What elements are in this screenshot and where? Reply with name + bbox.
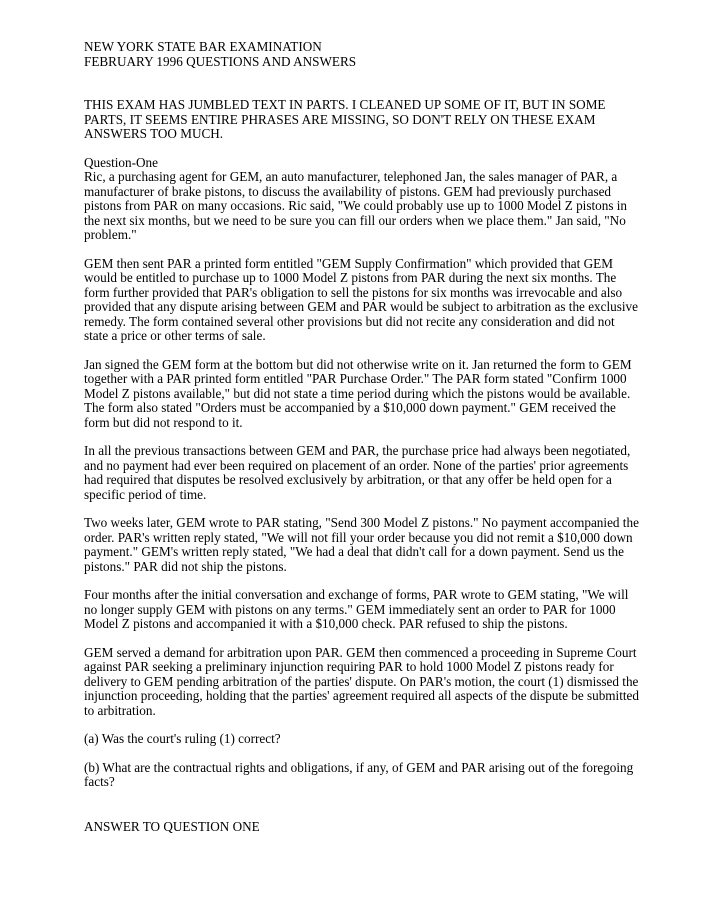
header-title: NEW YORK STATE BAR EXAMINATION <box>84 39 322 54</box>
question-part-a: (a) Was the court's ruling (1) correct? <box>84 731 281 746</box>
question-paragraph: Two weeks later, GEM wrote to PAR stating, "Send 300 Model Z pistons." No payment accompanied the order. PAR's written reply stated, "We will not fill your order because you did not remit a $10,000 down payment." GEM's written reply stated, "We had a deal that didn't call for a down payment. Send us the pistons." PAR did not ship the pistons. <box>84 515 639 574</box>
header-subtitle: FEBRUARY 1996 QUESTIONS AND ANSWERS <box>84 53 357 69</box>
question-paragraph: GEM served a demand for arbitration upon PAR. GEM then commenced a proceeding in Supreme Court against PAR seeking a preliminary injunction requiring PAR to hold 1000 Model Z pistons ready for delivery to GEM pending arbitration of the parties' dispute. On PAR's motion, the court (1) dismissed the injunction proceeding, holding that the parties' agreement required all aspects of the dispute be submitted to arbitration. <box>84 644 639 718</box>
question-paragraph: Ric, a purchasing agent for GEM, an auto manufacturer, telephoned Jan, the sales manager of PAR, a manufacturer of brake pistons, to discuss the availability of pistons. GEM had previously purchased pistons from PAR on many occasions. Ric said, "We could probably use up to 1000 Model Z pistons in the next six months, but we need to be sure you can fill our orders when we place them." Jan said, "No problem." <box>84 169 628 242</box>
question-paragraph: GEM then sent PAR a printed form entitled "GEM Supply Confirmation" which provided that GEM would be entitled to purchase up to 1000 Model Z pistons from PAR during the next six months. The form further provided that PAR's obligation to sell the pistons for six months was irrevocable and also provided that any dispute arising between GEM and PAR would be subject to arbitration as the exclusive remedy. The form contained several other provisions but did not recite any consideration and did not state a price or other terms of sale. <box>84 255 639 343</box>
document-page <box>84 40 640 848</box>
disclaimer-paragraph: THIS EXAM HAS JUMBLED TEXT IN PARTS. I CLEANED UP SOME OF IT, BUT IN SOME PARTS, IT SEEMS ENTIRE PHRASES ARE MISSING, SO DON'T RELY ON THESE EXAM ANSWERS TOO MUCH. <box>84 97 606 141</box>
question-heading: Question-One <box>84 154 158 170</box>
question-paragraph: Four months after the initial conversation and exchange of forms, PAR wrote to GEM stating, "We will no longer supply GEM with pistons on any terms." GEM immediately sent an order to PAR for 1000 Model Z pistons and accompanied it with a $10,000 check. PAR refused to ship the pistons. <box>84 587 629 631</box>
question-paragraph: Jan signed the GEM form at the bottom but did not otherwise write on it. Jan returned the form to GEM together with a PAR printed form entitled "PAR Purchase Order." The PAR form stated "Confirm 1000 Model Z pistons available," but did not state a time period during which the pistons would be available. The form also stated "Orders must be accompanied by a $10,000 down payment." GEM received the form but did not respond to it. <box>84 356 632 430</box>
question-part-b: (b) What are the contractual rights and obligations, if any, of GEM and PAR arising out of the foregoing facts? <box>84 759 634 789</box>
answer-heading: ANSWER TO QUESTION ONE <box>84 818 260 834</box>
question-paragraph: In all the previous transactions between GEM and PAR, the purchase price had always been negotiated, and no payment had ever been required on placement of an order. None of the parties' prior agreements had required that disputes be resolved exclusively by arbitration, or that any offer be held open for a specific period of time. <box>84 443 631 502</box>
exam-header <box>84 40 640 69</box>
